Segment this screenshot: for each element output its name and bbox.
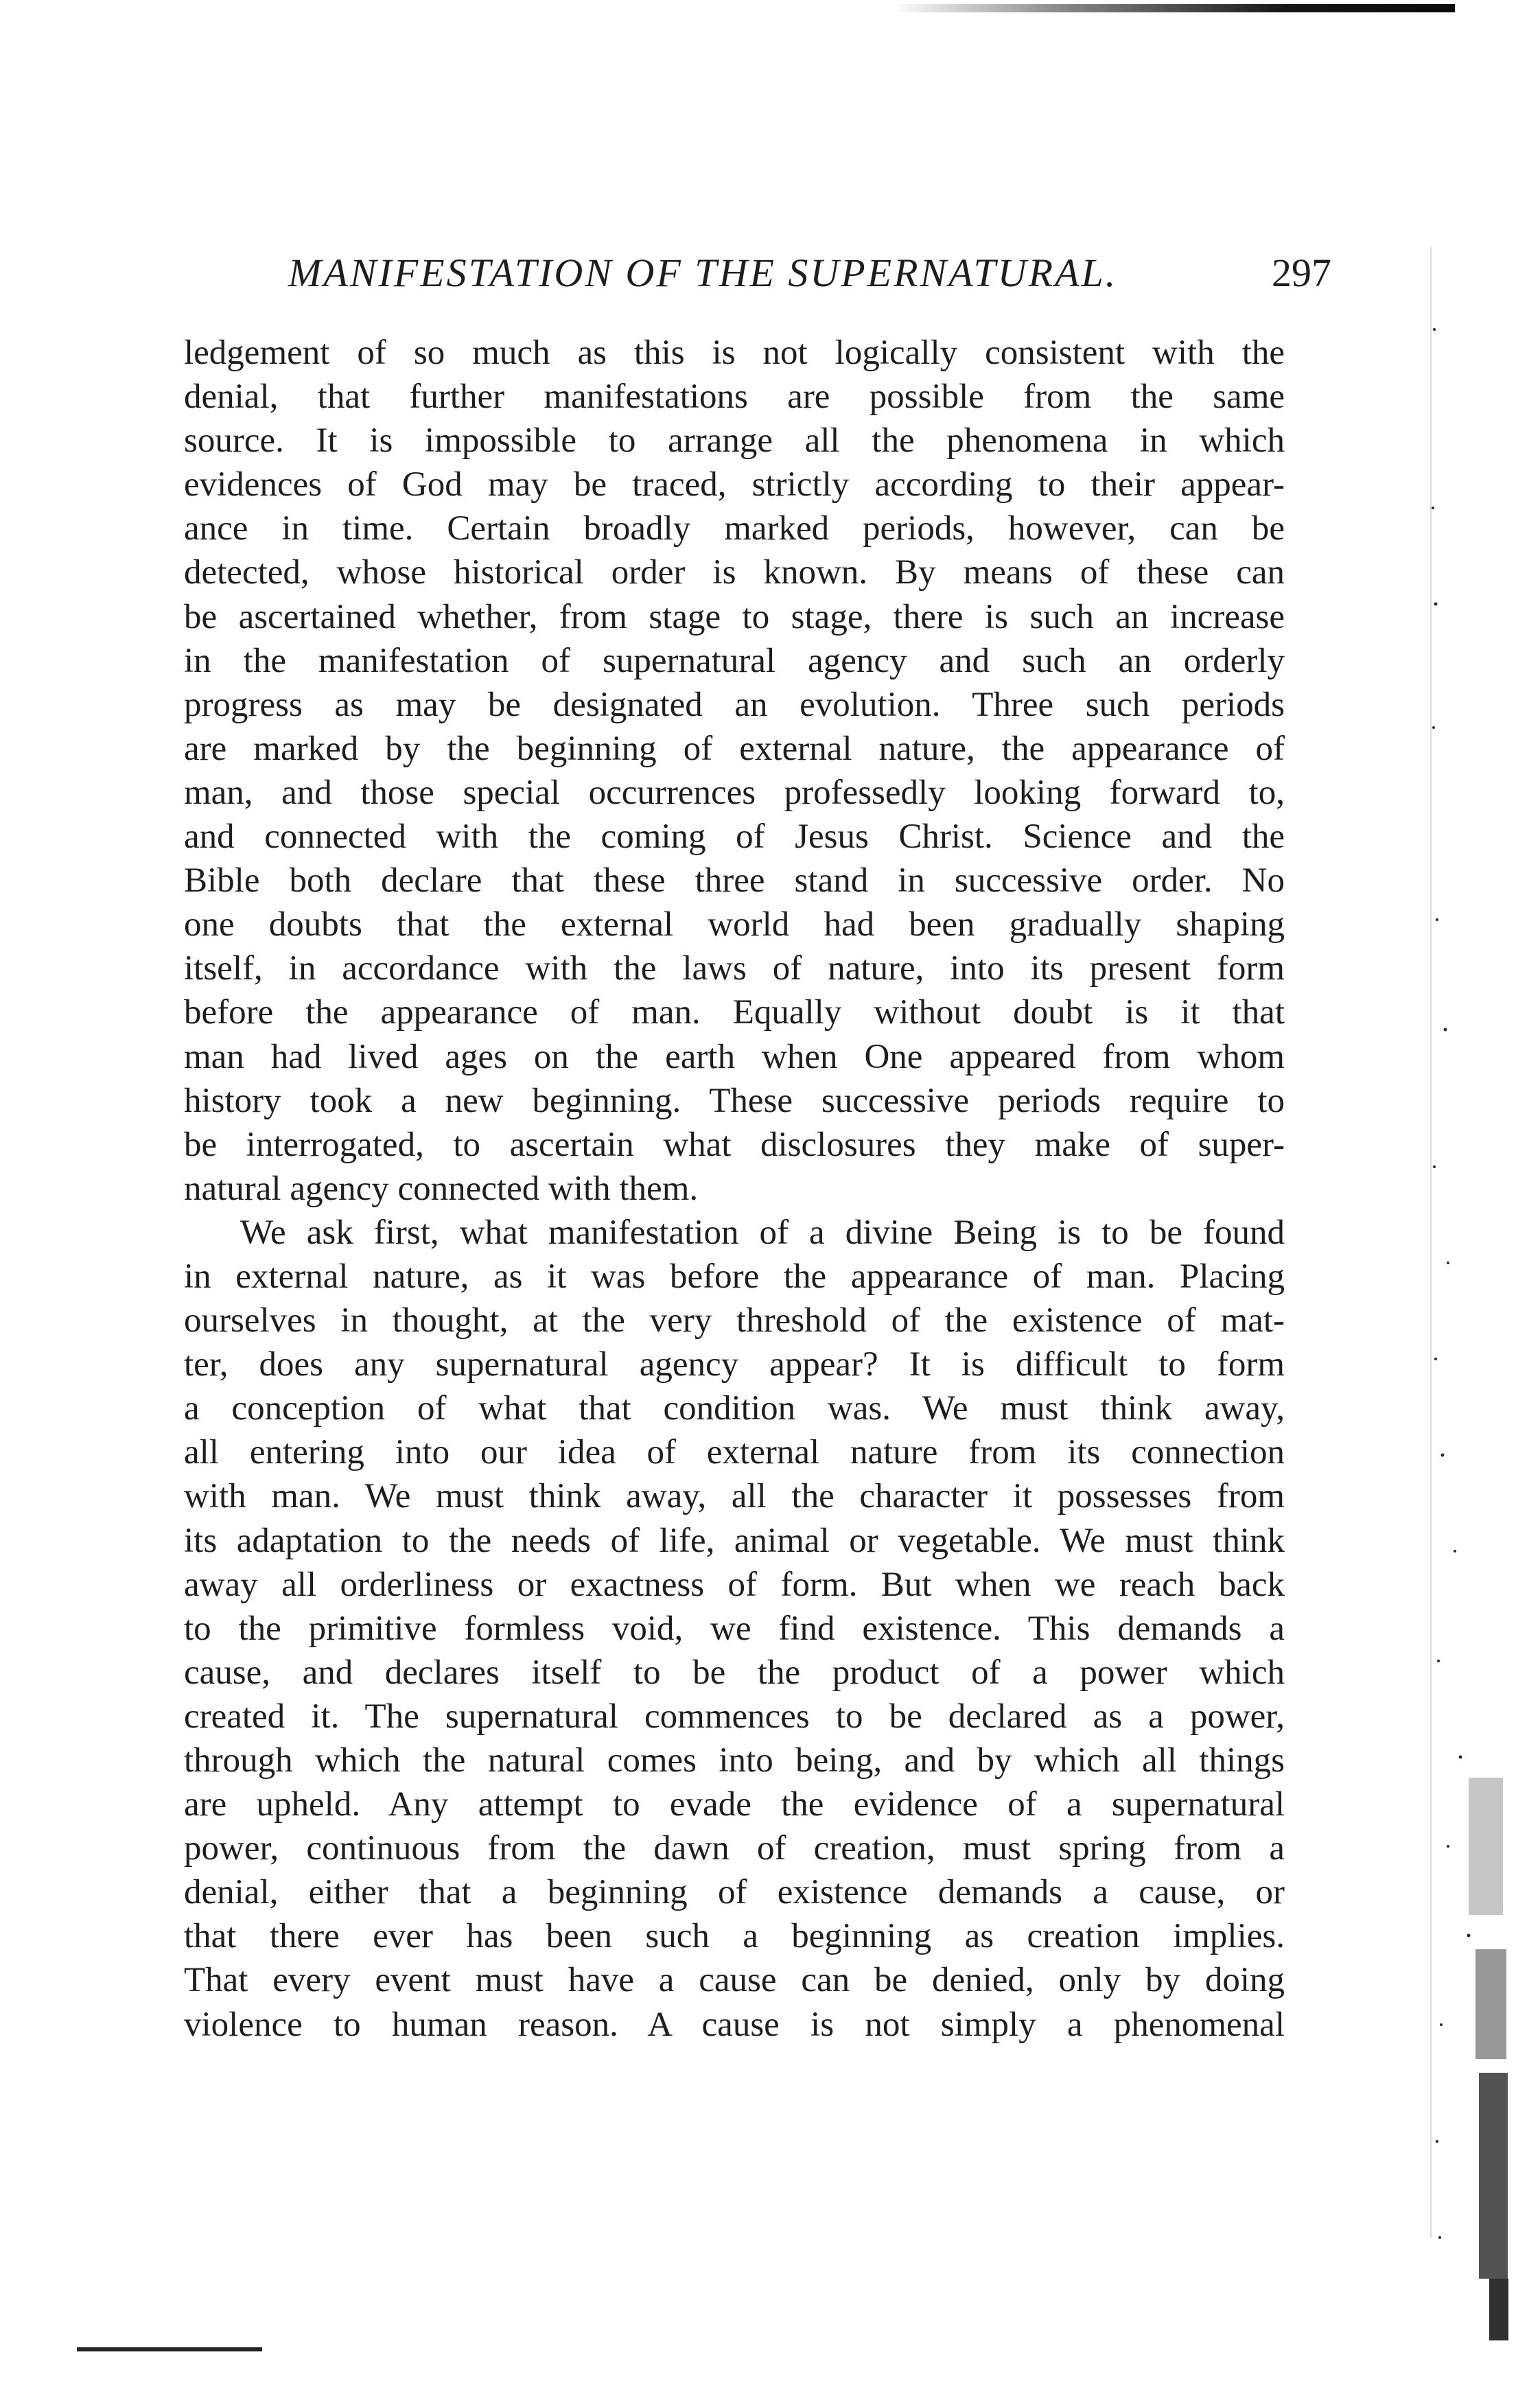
- text-line: ter, does any supernatural agency appear? It is difficult to form: [184, 1345, 1285, 1384]
- text-line: history took a new beginning. These successive periods require to: [184, 1081, 1285, 1120]
- text-line: power, continuous from the dawn of creation, must spring from a: [184, 1829, 1285, 1868]
- text-line: denial, that further manifestations are possible from the same: [184, 377, 1285, 417]
- text-line: violence to human reason. A cause is not simply a phenomenal: [184, 2005, 1285, 2044]
- text-line: be ascertained whether, from stage to stage, there is such an increase: [184, 597, 1285, 636]
- text-line: in external nature, as it was before the appearance of man. Placing: [184, 1257, 1285, 1296]
- text-line: itself, in accordance with the laws of nature, into its present form: [184, 949, 1285, 988]
- text-line: progress as may be designated an evolution. Three such periods: [184, 685, 1285, 724]
- text-line: a conception of what that condition was. We must think away,: [184, 1389, 1285, 1428]
- text-line: before the appearance of man. Equally without doubt is it that: [184, 993, 1285, 1032]
- text-line: are upheld. Any attempt to evade the evidence of a supernatural: [184, 1785, 1285, 1824]
- text-line: one doubts that the external world had been gradually shaping: [184, 905, 1285, 944]
- text-line: denial, either that a beginning of existence demands a cause, or: [184, 1873, 1285, 1912]
- text-line: man had lived ages on the earth when One appeared from whom: [184, 1037, 1285, 1076]
- text-line: be interrogated, to ascertain what disclosures they make of super-: [184, 1125, 1285, 1164]
- text-line: all entering into our idea of external nature from its connection: [184, 1433, 1285, 1472]
- page-number: 297: [1272, 251, 1331, 295]
- text-line: to the primitive formless void, we find existence. This demands a: [184, 1609, 1285, 1648]
- paragraph-end-line: natural agency connected with them.: [184, 1169, 699, 1208]
- text-line: through which the natural comes into being, and by which all things: [184, 1741, 1285, 1780]
- paragraph-start-line: We ask first, what manifestation of a divine Being is to be found: [240, 1213, 1285, 1252]
- scan-edge-rule-top: [892, 4, 1455, 12]
- text-line: ance in time. Certain broadly marked periods, however, can be: [184, 509, 1285, 548]
- text-line: created it. The supernatural commences to be declared as a power,: [184, 1697, 1285, 1736]
- text-line: detected, whose historical order is known. By means of these can: [184, 553, 1285, 592]
- text-line: cause, and declares itself to be the product of a power which: [184, 1653, 1285, 1692]
- text-line: and connected with the coming of Jesus Christ. Science and the: [184, 817, 1285, 857]
- text-line: evidences of God may be traced, strictly according to their appear-: [184, 465, 1285, 504]
- body-text: [184, 331, 1285, 2047]
- scan-edge-speckle: [1427, 247, 1510, 2340]
- text-line: man, and those special occurrences professedly looking forward to,: [184, 773, 1285, 812]
- text-line: that there ever has been such a beginning as creation implies.: [184, 1917, 1285, 1956]
- text-line: its adaptation to the needs of life, animal or vegetable. We must think: [184, 1521, 1285, 1560]
- scan-edge-rule-bottom: [77, 2347, 262, 2351]
- text-line: That every event must have a cause can be denied, only by doing: [184, 1961, 1285, 2000]
- text-line: away all orderliness or exactness of form. But when we reach back: [184, 1565, 1285, 1604]
- text-line: Bible both declare that these three stand in successive order. No: [184, 861, 1285, 900]
- text-line: ledgement of so much as this is not logically consistent with the: [184, 334, 1285, 372]
- text-line: with man. We must think away, all the character it possesses from: [184, 1477, 1285, 1516]
- running-title: MANIFESTATION OF THE SUPERNATURAL.: [288, 251, 1118, 295]
- text-line: in the manifestation of supernatural agency and such an orderly: [184, 641, 1285, 680]
- text-line: are marked by the beginning of external nature, the appearance of: [184, 729, 1285, 768]
- text-line: ourselves in thought, at the very threshold of the existence of mat-: [184, 1301, 1285, 1340]
- text-line: source. It is impossible to arrange all the phenomena in which: [184, 421, 1285, 461]
